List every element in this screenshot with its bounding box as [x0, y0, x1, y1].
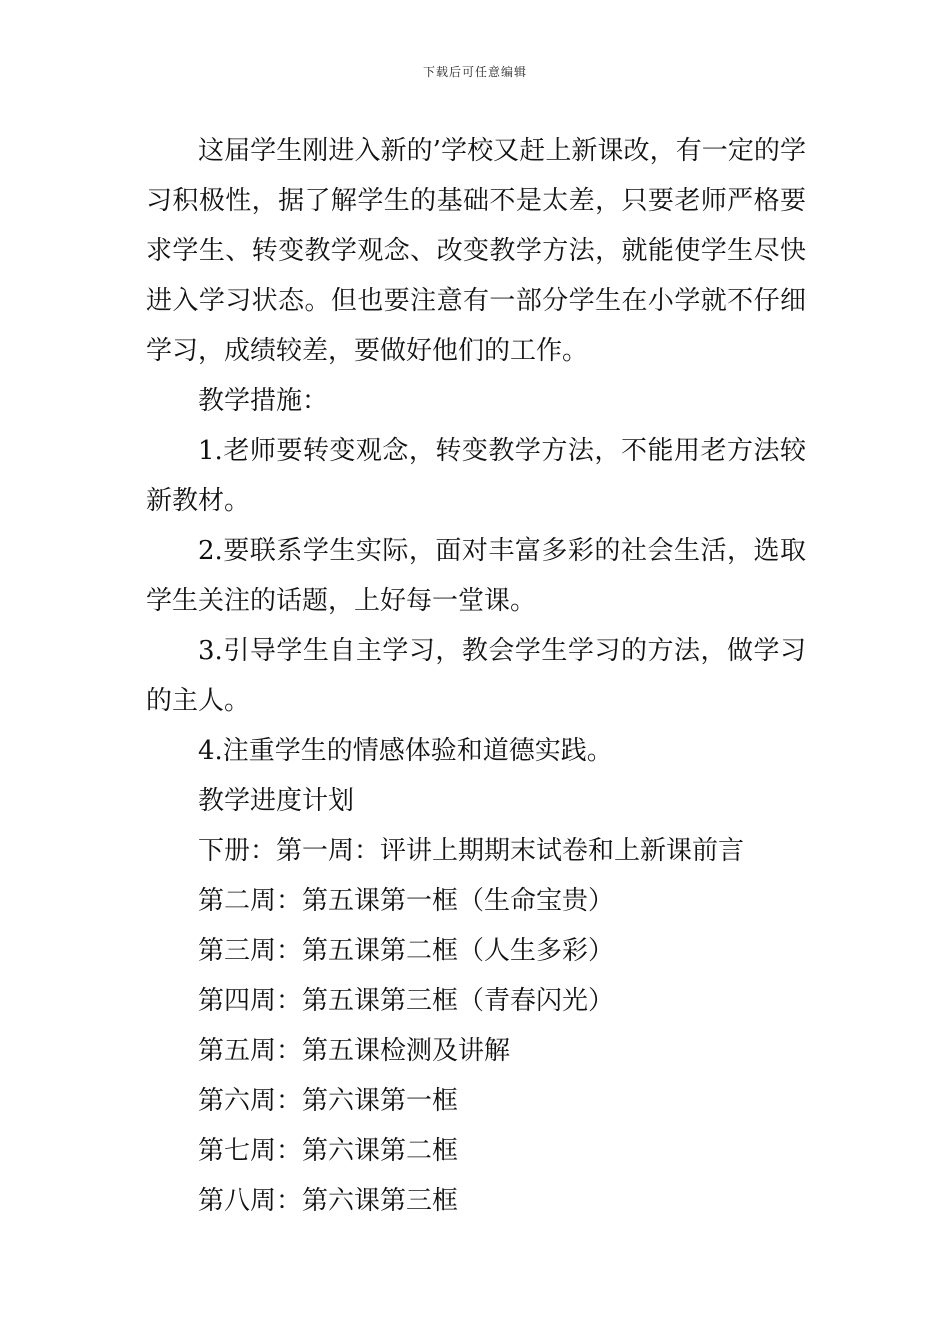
intro-paragraph: 这届学生刚进入新的’学校又赶上新课改，有一定的学习积极性，据了解学生的基础不是太差，只要老师严格要求学生、转变教学观念、改变教学方法，就能使学生尽快进入学习状态。但也要注意有一部分学生在小学就不仔细学习，成绩较差，要做好他们的工作。	[146, 136, 806, 366]
plan-item-week-2: 第二周：第五课第一框（生命宝贵）	[198, 886, 615, 916]
measures-heading: 教学措施：	[198, 386, 329, 416]
measure-item-3: 3.引导学生自主学习，教会学生学习的方法，做学习的主人。	[146, 636, 806, 716]
measure-item-2: 2.要联系学生实际，面对丰富多彩的社会生活，选取学生关注的话题，上好每一堂课。	[146, 536, 806, 616]
plan-item-week-4: 第四周：第五课第三框（青春闪光）	[198, 986, 615, 1016]
measure-item-4: 4.注重学生的情感体验和道德实践。	[198, 736, 613, 766]
page-header: 下载后可任意编辑	[422, 65, 527, 79]
plan-item-week-6: 第六周：第六课第一框	[198, 1086, 459, 1116]
plan-heading: 教学进度计划	[198, 786, 355, 816]
document-body	[146, 126, 806, 1226]
plan-item-week-3: 第三周：第五课第二框（人生多彩）	[198, 936, 615, 966]
plan-item-week-5: 第五周：第五课检测及讲解	[198, 1036, 511, 1066]
plan-item-week-7: 第七周：第六课第二框	[198, 1136, 459, 1166]
measure-item-1: 1.老师要转变观念，转变教学方法，不能用老方法较新教材。	[146, 436, 806, 516]
plan-item-week-8: 第八周：第六课第三框	[198, 1186, 459, 1216]
plan-item-week-1: 下册：第一周：评讲上期期末试卷和上新课前言	[198, 836, 745, 866]
